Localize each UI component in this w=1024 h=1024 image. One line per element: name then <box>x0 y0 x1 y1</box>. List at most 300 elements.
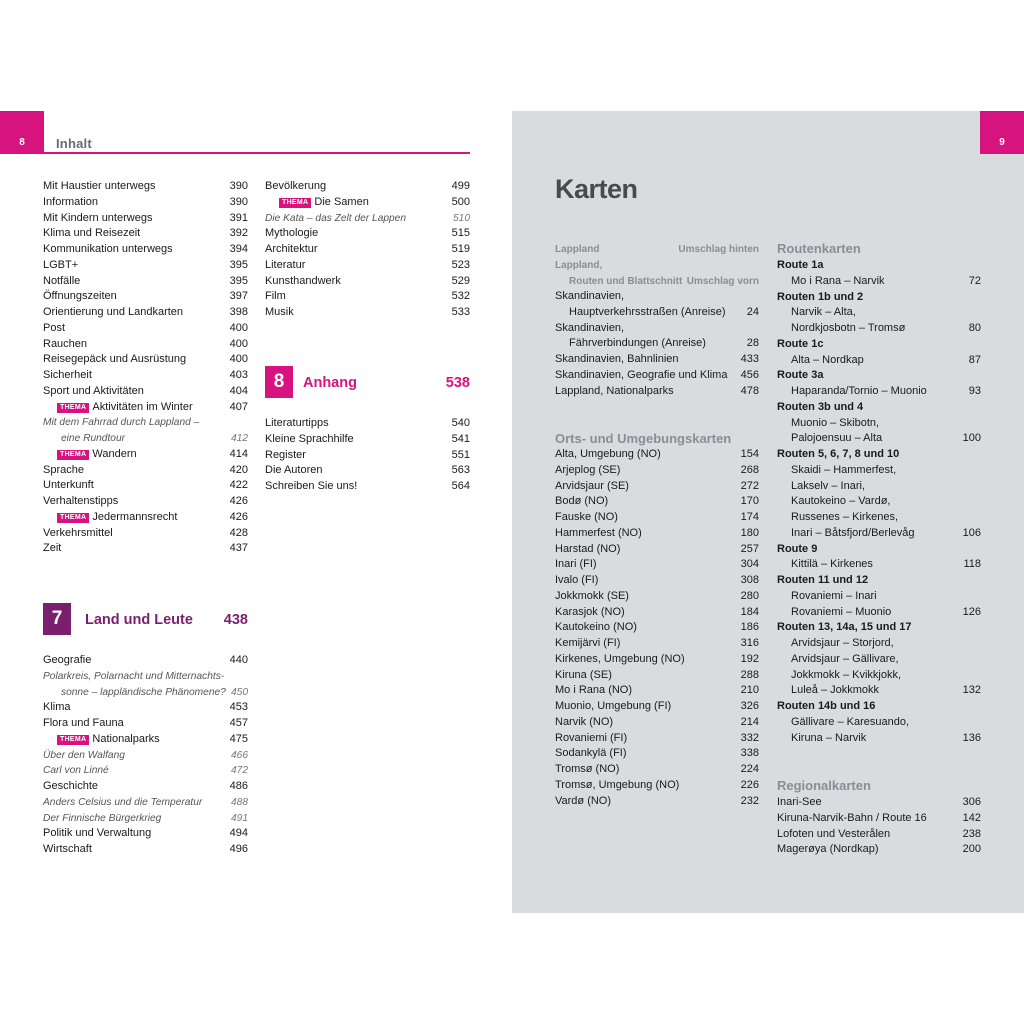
entry-text: Lappland, Nationalparks <box>555 384 674 397</box>
entry-page: 394 <box>229 243 248 255</box>
entry-title <box>43 242 173 258</box>
toc-entry[interactable] <box>555 336 759 352</box>
toc-entry[interactable] <box>265 305 470 321</box>
entry-page: 306 <box>962 796 981 808</box>
entry-text: Notfälle <box>43 274 81 287</box>
entry-text: Alta – Nordkap <box>791 353 864 366</box>
entry-title <box>791 510 898 526</box>
entry-text: Kautokeino (NO) <box>555 621 637 634</box>
toc-entry[interactable] <box>555 384 759 400</box>
entry-title <box>265 274 341 290</box>
entry-page: 142 <box>962 811 981 824</box>
entry-page: 118 <box>963 558 981 571</box>
entry-text: Mo i Rana – Narvik <box>791 274 885 287</box>
entry-page: 132 <box>962 684 981 697</box>
entry-page: 426 <box>229 510 248 523</box>
entry-title <box>777 811 927 827</box>
toc-entry[interactable] <box>43 226 248 242</box>
entry-title <box>777 447 899 463</box>
toc-entry[interactable] <box>43 179 248 195</box>
entry-text: Kautokeino – Vardø, <box>791 495 891 508</box>
entry-page: 316 <box>740 637 759 649</box>
entry-text: Routen 14b und 16 <box>777 700 876 712</box>
toc-entry[interactable] <box>43 242 248 258</box>
toc-entry[interactable] <box>555 699 759 715</box>
toc-entry[interactable] <box>555 778 759 794</box>
entry-title <box>777 699 875 715</box>
toc-entry[interactable] <box>777 557 981 573</box>
toc-entry[interactable] <box>265 179 470 195</box>
entry-text: Inari (FI) <box>555 558 597 571</box>
toc-entry[interactable] <box>555 510 759 526</box>
entry-page: 397 <box>229 290 248 303</box>
toc-entry[interactable] <box>43 337 248 353</box>
entry-title <box>43 779 98 795</box>
entry-title <box>555 242 599 258</box>
toc-entry[interactable] <box>43 431 248 447</box>
toc-entry[interactable] <box>43 384 248 400</box>
entry-page: 491 <box>231 812 248 824</box>
toc-entry[interactable] <box>265 289 470 305</box>
toc-entry[interactable] <box>43 700 248 716</box>
toc-entry[interactable] <box>777 463 981 479</box>
entry-title <box>555 683 632 699</box>
toc-entry[interactable] <box>555 463 759 479</box>
chapter-page: 438 <box>223 612 248 628</box>
entry-text: Carl von Linné <box>43 765 109 777</box>
entry-text: Tromsø (NO) <box>555 763 620 775</box>
toc-column-2 <box>265 179 470 321</box>
entry-text: Rovaniemi – Inari <box>791 589 877 602</box>
toc-entry[interactable] <box>43 526 248 542</box>
entry-title <box>43 478 94 494</box>
entry-page: 494 <box>229 827 248 840</box>
toc-entry-thema[interactable] <box>43 510 248 526</box>
entry-title <box>555 258 602 274</box>
entry-page: 404 <box>229 384 248 397</box>
entry-title <box>43 226 140 242</box>
entry-title <box>791 526 915 542</box>
entry-text: Narvik – Alta, <box>791 306 856 319</box>
toc-entry[interactable] <box>555 447 759 463</box>
entry-page: 510 <box>453 212 470 224</box>
toc-entry[interactable] <box>777 699 981 715</box>
entry-text: Palojoensuu – Alta <box>791 432 883 445</box>
entry-title <box>555 589 629 605</box>
entry-text: Musik <box>265 306 294 318</box>
entry-text: Flora und Fauna <box>43 717 124 729</box>
entry-title <box>791 463 896 479</box>
toc-entry[interactable] <box>265 432 470 448</box>
toc-entry[interactable] <box>777 605 981 621</box>
entry-text: Fährverbindungen (Anreise) <box>569 337 706 350</box>
entry-page: 106 <box>962 526 981 539</box>
toc-entry[interactable] <box>555 321 759 337</box>
entry-title <box>43 763 109 779</box>
entry-title <box>43 463 84 479</box>
chapter-number: 8 <box>265 366 293 398</box>
entry-text: Orientierung und Landkarten <box>43 306 184 318</box>
entry-title <box>777 827 890 843</box>
entry-text: Luleå – Jokkmokk <box>791 684 880 697</box>
toc-entry[interactable] <box>777 353 981 369</box>
entry-title <box>61 431 125 447</box>
entry-page: 395 <box>229 258 248 271</box>
entry-text: Magerøya (Nordkap) <box>777 843 879 856</box>
entry-title <box>555 479 629 495</box>
entry-text: Skandinavien, <box>555 290 625 302</box>
entry-text: Route 9 <box>777 542 818 555</box>
entry-text: Politik und Verwaltung <box>43 827 152 840</box>
entry-title <box>265 242 318 258</box>
entry-text: Routen und Blattschnitt <box>569 275 683 287</box>
entry-text: Tromsø, Umgebung (NO) <box>555 778 680 791</box>
toc-entry[interactable] <box>777 589 981 605</box>
entry-page: 533 <box>451 306 470 318</box>
toc-entry[interactable] <box>43 763 248 779</box>
toc-entry[interactable] <box>777 447 981 463</box>
toc-entry[interactable] <box>777 573 981 589</box>
entry-title <box>569 305 726 321</box>
toc-entry[interactable] <box>555 352 759 368</box>
toc-entry[interactable] <box>43 653 248 669</box>
toc-entry[interactable] <box>777 795 981 811</box>
toc-entry-thema[interactable] <box>43 447 248 463</box>
entry-text: Gällivare – Karesuando, <box>791 715 910 728</box>
entry-title <box>43 653 91 669</box>
entry-text: Arvidsjaur – Gällivare, <box>791 652 899 665</box>
entry-text: Geografie <box>43 654 92 666</box>
entry-page: 390 <box>229 195 248 208</box>
entry-text: Sprache <box>43 463 84 476</box>
toc-entry[interactable] <box>555 494 759 510</box>
entry-page: 496 <box>229 843 248 855</box>
entry-text: Lofoten und Vesterålen <box>777 827 891 840</box>
toc-entry[interactable] <box>777 510 981 526</box>
toc-entry[interactable] <box>265 226 470 242</box>
chapter-8-heading[interactable] <box>265 366 470 398</box>
toc-entry[interactable] <box>555 479 759 495</box>
toc-entry[interactable] <box>43 748 248 764</box>
toc-entry[interactable] <box>777 431 981 447</box>
toc-entry[interactable] <box>43 463 248 479</box>
toc-entry[interactable] <box>265 258 470 274</box>
toc-entry[interactable] <box>555 746 759 762</box>
entry-title <box>43 305 183 321</box>
toc-entry[interactable] <box>555 636 759 652</box>
entry-text: eine Rundtour <box>61 433 126 444</box>
toc-entry[interactable] <box>555 589 759 605</box>
toc-entry[interactable] <box>777 290 981 306</box>
entry-page: 80 <box>968 322 981 334</box>
toc-entry[interactable] <box>43 321 248 337</box>
toc-entry[interactable] <box>555 557 759 573</box>
chapter-page: 538 <box>445 375 470 391</box>
toc-entry[interactable] <box>777 384 981 400</box>
toc-entry[interactable] <box>777 811 981 827</box>
toc-entry[interactable] <box>43 669 248 685</box>
entry-text: Rauchen <box>43 337 88 350</box>
entry-page: 499 <box>451 180 470 192</box>
entry-page: 400 <box>229 321 248 334</box>
entry-title <box>555 447 661 463</box>
toc-entry[interactable] <box>265 416 470 432</box>
entry-title <box>555 321 624 337</box>
toc-entry[interactable] <box>555 305 759 321</box>
toc-entry[interactable] <box>265 463 470 479</box>
entry-page: 398 <box>229 306 248 318</box>
entry-title <box>555 352 679 368</box>
entry-page: 87 <box>968 353 981 366</box>
toc-entry[interactable] <box>43 195 248 211</box>
entry-title <box>555 573 598 589</box>
entry-title <box>555 794 611 810</box>
entry-title <box>791 652 899 668</box>
entry-title <box>791 715 909 731</box>
toc-entry[interactable] <box>777 731 981 747</box>
entry-page: 420 <box>229 463 248 476</box>
entry-title <box>43 842 92 858</box>
toc-entry[interactable] <box>43 811 248 827</box>
entry-page: 126 <box>962 605 981 618</box>
toc-entry[interactable] <box>265 274 470 290</box>
toc-entry[interactable] <box>43 842 248 858</box>
entry-page: 515 <box>451 227 470 240</box>
entry-title <box>791 589 877 605</box>
entry-text: Architektur <box>265 243 318 255</box>
toc-entry[interactable] <box>555 258 759 274</box>
toc-entry[interactable] <box>777 620 981 636</box>
toc-column-1 <box>43 179 248 557</box>
toc-entry[interactable] <box>43 685 248 701</box>
entry-text: Mit Haustier unterwegs <box>43 180 156 192</box>
toc-entry[interactable] <box>777 636 981 652</box>
entry-page: 154 <box>740 448 759 460</box>
toc-entry[interactable] <box>555 683 759 699</box>
toc-entry[interactable] <box>777 337 981 353</box>
entry-text: Rovaniemi (FI) <box>555 731 628 744</box>
entry-page: 428 <box>229 526 248 539</box>
entry-page: 272 <box>740 479 759 492</box>
toc-entry[interactable] <box>265 479 470 495</box>
toc-entry[interactable] <box>43 541 248 557</box>
toc-entry[interactable] <box>555 668 759 684</box>
toc-entry[interactable] <box>43 305 248 321</box>
entry-page: 400 <box>229 337 248 350</box>
entry-title <box>555 557 597 573</box>
entry-text: Literatur <box>265 258 306 271</box>
toc-entry[interactable] <box>777 479 981 495</box>
toc-entry[interactable] <box>777 305 981 321</box>
toc-entry[interactable] <box>43 258 248 274</box>
toc-entry[interactable] <box>43 779 248 795</box>
toc-entry[interactable] <box>43 368 248 384</box>
toc-entry[interactable] <box>43 352 248 368</box>
toc-entry[interactable] <box>555 605 759 621</box>
entry-text: Verhaltenstipps <box>43 495 119 507</box>
toc-entry[interactable] <box>555 652 759 668</box>
toc-entry[interactable] <box>777 494 981 510</box>
toc-entry[interactable] <box>777 652 981 668</box>
entry-title <box>791 668 901 684</box>
entry-page: 280 <box>740 589 759 602</box>
entry-title <box>791 605 891 621</box>
toc-entry[interactable] <box>777 368 981 384</box>
toc-entry-thema[interactable] <box>43 400 248 416</box>
entry-title <box>777 795 822 811</box>
entry-title <box>57 400 193 416</box>
entry-title <box>777 258 823 274</box>
entry-page: 551 <box>451 448 470 461</box>
entry-title <box>791 731 866 747</box>
entry-page: 500 <box>451 195 470 208</box>
entry-title <box>555 510 618 526</box>
toc-entry[interactable] <box>555 715 759 731</box>
entry-page: 390 <box>229 180 248 192</box>
toc-entry[interactable] <box>555 274 759 290</box>
toc-entry[interactable] <box>43 274 248 290</box>
entry-text: Rovaniemi – Muonio <box>791 605 892 618</box>
entry-text: Alta, Umgebung (NO) <box>555 448 661 460</box>
entry-title <box>791 557 873 573</box>
toc-entry[interactable] <box>555 794 759 810</box>
entry-text: Zeit <box>43 542 62 555</box>
entry-text: Vardø (NO) <box>555 794 612 807</box>
toc-entry[interactable] <box>777 683 981 699</box>
entry-title <box>43 748 125 764</box>
entry-text: Ivalo (FI) <box>555 574 599 586</box>
toc-entry[interactable] <box>777 827 981 843</box>
entry-text: Kemijärvi (FI) <box>555 637 621 649</box>
toc-entry[interactable] <box>265 242 470 258</box>
entry-page: Umschlag vorn <box>686 275 759 287</box>
toc-entry-thema[interactable] <box>265 195 470 211</box>
toc-entry[interactable] <box>777 715 981 731</box>
entry-text: Post <box>43 321 66 334</box>
entry-page: 407 <box>229 400 248 413</box>
entry-text: Routen 1b und 2 <box>777 290 864 303</box>
entry-page: 529 <box>451 274 470 287</box>
entry-text: Skandinavien, <box>555 321 625 334</box>
entry-title <box>777 290 863 306</box>
entry-title <box>43 541 61 557</box>
entry-text: Muonio – Skibotn, <box>791 416 880 429</box>
entry-title <box>43 526 113 542</box>
entry-title <box>555 778 679 794</box>
toc-entry[interactable] <box>43 211 248 227</box>
chapter-7-heading[interactable] <box>43 603 248 635</box>
toc-entry[interactable] <box>555 762 759 778</box>
entry-title <box>777 842 878 858</box>
entry-text: Polarkreis, Polarnacht und Mitternachts- <box>43 670 225 682</box>
entry-text: Der Finnische Bürgerkrieg <box>43 812 162 824</box>
toc-entry[interactable] <box>43 716 248 732</box>
entry-title <box>569 336 706 352</box>
toc-entry[interactable] <box>265 448 470 464</box>
toc-entry[interactable] <box>777 274 981 290</box>
toc-entry[interactable] <box>43 478 248 494</box>
entry-title <box>777 400 863 416</box>
entry-page: 326 <box>740 700 759 712</box>
entry-page: 392 <box>229 227 248 240</box>
entry-text: Karasjok (NO) <box>555 605 625 618</box>
entry-title <box>791 305 856 321</box>
entry-page: Umschlag hinten <box>678 244 759 255</box>
entry-text: Routen 13, 14a, 15 und 17 <box>777 621 912 634</box>
toc-entry[interactable] <box>43 826 248 842</box>
chapter-title: Land und Leute <box>85 612 193 628</box>
toc-entry[interactable] <box>43 289 248 305</box>
toc-entry[interactable] <box>43 494 248 510</box>
toc-entry[interactable] <box>555 368 759 384</box>
route-maps-heading: Routenkarten <box>777 241 861 256</box>
toc-entry[interactable] <box>777 258 981 274</box>
maps-lappland-list <box>555 242 759 289</box>
entry-text: Haparanda/Tornio – Muonio <box>791 385 927 397</box>
entry-title <box>555 668 612 684</box>
entry-text: sonne – lappländische Phänomene? <box>61 686 226 698</box>
entry-text: Kirkenes, Umgebung (NO) <box>555 652 685 665</box>
entry-page: 257 <box>740 542 759 555</box>
entry-page: 472 <box>231 765 248 777</box>
toc-entry[interactable] <box>555 573 759 589</box>
regional-maps-list <box>777 795 981 858</box>
entry-text: Kunsthandwerk <box>265 274 341 287</box>
toc-entry[interactable] <box>777 321 981 337</box>
entry-title <box>43 494 118 510</box>
entry-title <box>265 258 305 274</box>
entry-title <box>555 731 627 747</box>
entry-text: Anders Celsius und die Temperatur <box>43 796 203 808</box>
entry-page: 414 <box>229 447 248 460</box>
toc-entry[interactable] <box>777 842 981 858</box>
toc-entry[interactable] <box>555 289 759 305</box>
entry-text: Arvidsjaur – Storjord, <box>791 637 894 649</box>
toc-entry[interactable] <box>555 731 759 747</box>
toc-entry[interactable] <box>777 400 981 416</box>
entry-page: 466 <box>231 749 248 761</box>
entry-page: 224 <box>740 763 759 775</box>
toc-entry[interactable] <box>777 542 981 558</box>
toc-entry[interactable] <box>555 526 759 542</box>
entry-title <box>43 384 144 400</box>
toc-entry-thema[interactable] <box>43 732 248 748</box>
toc-entry[interactable] <box>555 620 759 636</box>
entry-title <box>43 669 224 685</box>
toc-entry[interactable] <box>265 211 470 227</box>
entry-title <box>555 699 671 715</box>
maps-title: Karten <box>555 174 638 204</box>
entry-page: 180 <box>740 526 759 539</box>
entry-page: 268 <box>740 463 759 476</box>
entry-title <box>43 415 199 431</box>
toc-entry[interactable] <box>777 668 981 684</box>
toc-entry[interactable] <box>43 415 248 431</box>
entry-title <box>555 652 685 668</box>
entry-title <box>43 368 92 384</box>
entry-title <box>43 289 117 305</box>
entry-title <box>791 431 882 447</box>
toc-entry[interactable] <box>777 416 981 432</box>
entry-text: Skandinavien, Geografie und Klima <box>555 368 728 381</box>
entry-title <box>43 795 202 811</box>
toc-entry[interactable] <box>555 242 759 258</box>
entry-text: Route 1c <box>777 337 824 350</box>
entry-text: Bodø (NO) <box>555 495 609 508</box>
toc-entry[interactable] <box>777 526 981 542</box>
toc-entry[interactable] <box>43 795 248 811</box>
toc-entry[interactable] <box>555 542 759 558</box>
